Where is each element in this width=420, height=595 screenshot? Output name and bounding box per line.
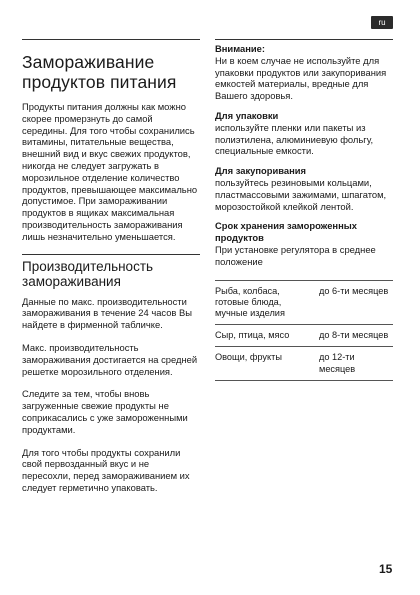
storage-block [215, 220, 393, 380]
storage-product: Рыба, колбаса, готовые блюда, мучные изделия [215, 280, 319, 325]
storage-duration: до 12-ти месяцев [319, 347, 393, 380]
warning-title: Внимание: [215, 43, 265, 54]
packing-block [215, 110, 393, 157]
warning-text: Ни в коем случае не используйте для упаковки продуктов или закупоривания емкостей материалы, вредные для Вашего здоровья. [215, 54, 387, 102]
right-column [215, 39, 393, 381]
section-title-capacity: Производительность замораживания [22, 258, 154, 289]
storage-title: Срок хранения замороженных продуктов [215, 220, 357, 244]
storage-duration: до 6-ти месяцев [319, 280, 393, 325]
packing-text: используйте пленки или пакеты из полиэтилена, алюминиевую фольгу, специальные емкости. [215, 121, 374, 157]
language-badge: ru [371, 16, 393, 29]
capacity-paragraph-4: Для того чтобы продукты сохранили свой первозданный вкус и не пересохли, перед замораживанием их следует герметично упаковать. [22, 446, 190, 493]
page-number: 15 [379, 562, 393, 576]
top-rule-left [22, 39, 200, 40]
storage-product: Сыр, птица, мясо [215, 325, 319, 347]
section-title-freezing: Замораживание продуктов питания [22, 52, 177, 92]
divider-capacity [22, 254, 200, 255]
sealing-title: Для закупоривания [215, 165, 306, 177]
sealing-text: пользуйтесь резиновыми кольцами, пластмассовыми зажимами, шпагатом, морозостойкой клейкой лентой. [215, 176, 387, 212]
left-column [22, 39, 200, 505]
table-row [215, 280, 393, 325]
storage-duration: до 8-ти месяцев [319, 325, 393, 347]
storage-product: Овощи, фрукты [215, 347, 319, 380]
storage-subtitle: При установке регулятора в среднее положение [215, 243, 376, 267]
packing-title: Для упаковки [215, 109, 279, 121]
warning-block [215, 43, 393, 102]
capacity-paragraph-2: Макс. производительность замораживания достигается на средней решетке морозильного отделения. [22, 341, 198, 377]
storage-table [215, 280, 393, 381]
capacity-paragraph-1: Данные по макс. производительности замораживания в течение 24 часов Вы найдете в фирменной табличке. [22, 295, 193, 331]
intro-paragraph: Продукты питания должны как можно скорее промерзнуть до самой середины. Для того чтобы сохранились витамины, питательные вещества, внешний вид и вкус свежих продуктов, никогда не следует загружать в морозильное отделение количество продуктов, превышающее максимально допустимое. При замораживании продуктов в ящиках максимальная производительность замораживания лишь незначительно уменьшается. [22, 101, 198, 242]
table-row [215, 325, 393, 347]
table-row [215, 347, 393, 380]
sealing-block [215, 165, 393, 212]
capacity-paragraph-3: Следите за тем, чтобы вновь загруженные свежие продукты не соприкасались с уже замороженными продуктами. [22, 388, 188, 435]
top-rule-right [215, 39, 393, 40]
